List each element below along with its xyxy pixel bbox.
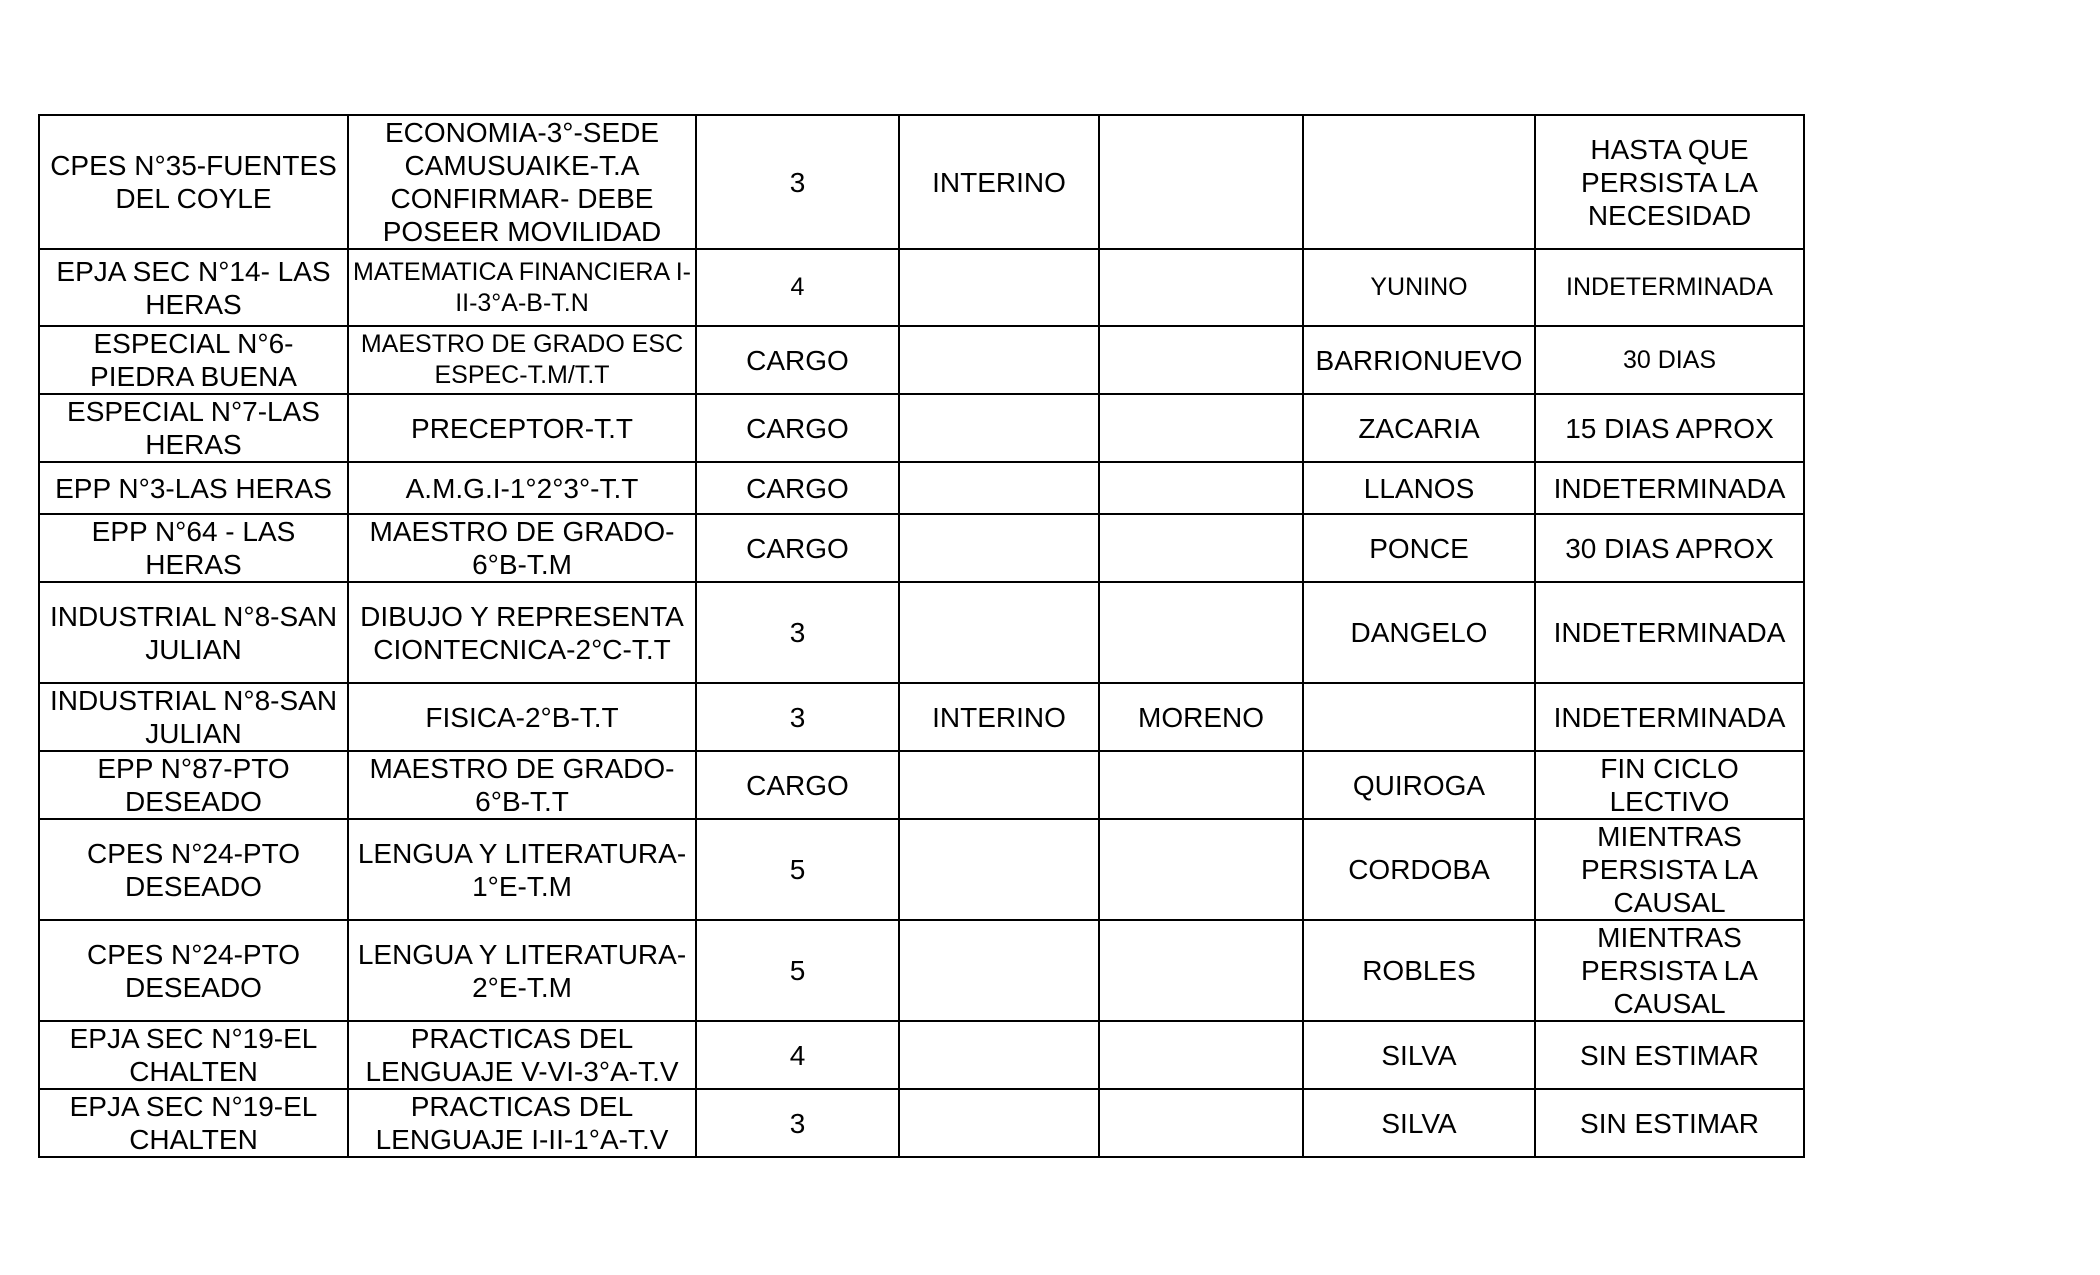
status-cell [899,751,1099,819]
table-row [39,1021,1804,1089]
status-cell [899,514,1099,582]
school-cell: EPJA SEC N°19-EL CHALTEN [39,1021,348,1089]
hours-cell: 5 [696,920,899,1021]
duration-cell: SIN ESTIMAR [1535,1089,1804,1157]
hours-cell: CARGO [696,514,899,582]
appointee-cell [1099,1021,1303,1089]
holder-cell: QUIROGA [1303,751,1535,819]
duration-cell: INDETERMINADA [1535,683,1804,751]
hours-cell: 5 [696,819,899,920]
duration-cell: MIENTRAS PERSISTA LA CAUSAL [1535,920,1804,1021]
subject-cell: ECONOMIA-3°-SEDE CAMUSUAIKE-T.A CONFIRMAR- DEBE POSEER MOVILIDAD [348,115,696,249]
hours-cell: 4 [696,249,899,326]
vacancies-table [38,114,1805,1158]
table-row [39,582,1804,683]
appointee-cell [1099,394,1303,462]
school-cell: ESPECIAL N°6-PIEDRA BUENA [39,326,348,394]
subject-cell: A.M.G.I-1°2°3°-T.T [348,462,696,514]
table-row [39,683,1804,751]
table-row [39,1089,1804,1157]
holder-cell: DANGELO [1303,582,1535,683]
appointee-cell [1099,462,1303,514]
holder-cell: SILVA [1303,1089,1535,1157]
hours-cell: CARGO [696,751,899,819]
holder-cell: ZACARIA [1303,394,1535,462]
appointee-cell [1099,751,1303,819]
table-row [39,819,1804,920]
school-cell: INDUSTRIAL N°8-SAN JULIAN [39,582,348,683]
hours-cell: CARGO [696,462,899,514]
subject-cell: PRACTICAS DEL LENGUAJE I-II-1°A-T.V [348,1089,696,1157]
school-cell: EPP N°64 - LAS HERAS [39,514,348,582]
appointee-cell [1099,1089,1303,1157]
table-row [39,751,1804,819]
table-row [39,249,1804,326]
status-cell [899,819,1099,920]
subject-cell: LENGUA Y LITERATURA-2°E-T.M [348,920,696,1021]
subject-cell: DIBUJO Y REPRESENTACIONTECNICA-2°C-T.T [348,582,696,683]
hours-cell: CARGO [696,394,899,462]
subject-cell: MAESTRO DE GRADO-6°B-T.T [348,751,696,819]
holder-cell: CORDOBA [1303,819,1535,920]
subject-cell: MAESTRO DE GRADO-6°B-T.M [348,514,696,582]
duration-cell: 15 DIAS APROX [1535,394,1804,462]
duration-cell: INDETERMINADA [1535,249,1804,326]
duration-cell: INDETERMINADA [1535,462,1804,514]
holder-cell: LLANOS [1303,462,1535,514]
duration-cell: INDETERMINADA [1535,582,1804,683]
status-cell [899,582,1099,683]
appointee-cell [1099,249,1303,326]
duration-cell: HASTA QUE PERSISTA LA NECESIDAD [1535,115,1804,249]
subject-cell: MAESTRO DE GRADO ESC ESPEC-T.M/T.T [348,326,696,394]
status-cell [899,394,1099,462]
status-cell [899,920,1099,1021]
appointee-cell: MORENO [1099,683,1303,751]
school-cell: INDUSTRIAL N°8-SAN JULIAN [39,683,348,751]
appointee-cell [1099,819,1303,920]
status-cell [899,462,1099,514]
table-row [39,462,1804,514]
subject-cell: PRECEPTOR-T.T [348,394,696,462]
subject-cell: PRACTICAS DEL LENGUAJE V-VI-3°A-T.V [348,1021,696,1089]
table-row [39,326,1804,394]
holder-cell: BARRIONUEVO [1303,326,1535,394]
hours-cell: 4 [696,1021,899,1089]
table-row [39,115,1804,249]
school-cell: CPES N°24-PTO DESEADO [39,819,348,920]
status-cell: INTERINO [899,683,1099,751]
holder-cell: ROBLES [1303,920,1535,1021]
appointee-cell [1099,514,1303,582]
appointee-cell [1099,326,1303,394]
holder-cell [1303,683,1535,751]
table-row [39,394,1804,462]
status-cell [899,326,1099,394]
school-cell: EPJA SEC N°14- LAS HERAS [39,249,348,326]
hours-cell: 3 [696,1089,899,1157]
duration-cell: FIN CICLO LECTIVO [1535,751,1804,819]
hours-cell: 3 [696,582,899,683]
school-cell: CPES N°24-PTO DESEADO [39,920,348,1021]
school-cell: EPP N°3-LAS HERAS [39,462,348,514]
appointee-cell [1099,582,1303,683]
holder-cell: YUNINO [1303,249,1535,326]
holder-cell: PONCE [1303,514,1535,582]
appointee-cell [1099,920,1303,1021]
holder-cell: SILVA [1303,1021,1535,1089]
school-cell: CPES N°35-FUENTES DEL COYLE [39,115,348,249]
status-cell [899,1089,1099,1157]
duration-cell: SIN ESTIMAR [1535,1021,1804,1089]
school-cell: ESPECIAL N°7-LAS HERAS [39,394,348,462]
hours-cell: 3 [696,115,899,249]
duration-cell: 30 DIAS [1535,326,1804,394]
subject-cell: FISICA-2°B-T.T [348,683,696,751]
subject-cell: MATEMATICA FINANCIERA I-II-3°A-B-T.N [348,249,696,326]
school-cell: EPP N°87-PTO DESEADO [39,751,348,819]
school-cell: EPJA SEC N°19-EL CHALTEN [39,1089,348,1157]
hours-cell: CARGO [696,326,899,394]
hours-cell: 3 [696,683,899,751]
table-row [39,514,1804,582]
status-cell: INTERINO [899,115,1099,249]
duration-cell: 30 DIAS APROX [1535,514,1804,582]
holder-cell [1303,115,1535,249]
subject-cell: LENGUA Y LITERATURA-1°E-T.M [348,819,696,920]
table-row [39,920,1804,1021]
duration-cell: MIENTRAS PERSISTA LA CAUSAL [1535,819,1804,920]
appointee-cell [1099,115,1303,249]
status-cell [899,249,1099,326]
status-cell [899,1021,1099,1089]
